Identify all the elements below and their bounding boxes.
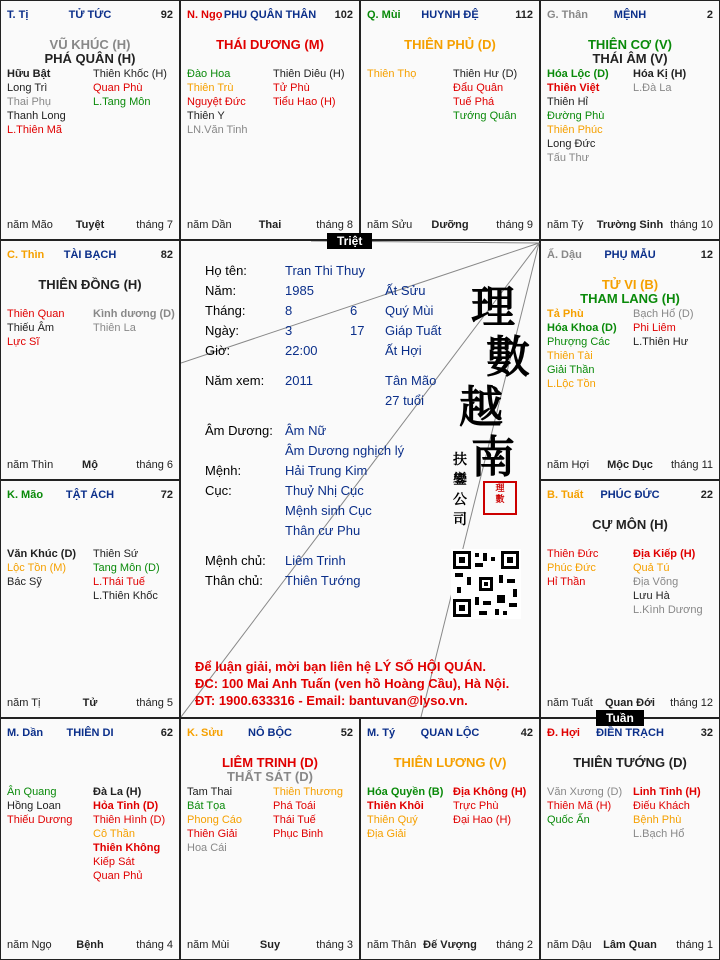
minor-stars-right [93,307,175,335]
palace-year: năm Ngọ [7,939,52,951]
minor-star: Quốc Ấn [547,814,590,826]
minor-stars-left [7,547,76,589]
contact-line: Để luận giải, mời bạn liên hệ LÝ SỐ HỘI QUÁN. [195,659,486,674]
palace-stage: Mộ [82,459,98,471]
minor-stars-left [547,67,609,165]
info-label: Thân chủ: [205,573,263,588]
minor-star: Địa Kiếp (H) [633,548,696,560]
main-star: THIÊN TƯỚNG (D) [573,755,687,770]
minor-star: Tang Môn (D) [93,562,160,574]
palace-cell-ti[interactable] [0,0,180,240]
info-label: Ngày: [205,323,239,338]
minor-star: Thiên Trù [187,82,234,94]
info-lunar: 6 [350,303,358,318]
minor-star: Giải Thần [547,364,595,376]
minor-stars-right [633,547,703,617]
contact-line: ĐT: 1900.633316 - Email: bantuvan@lyso.vn. [195,693,468,708]
palace-month: tháng 1 [676,939,713,951]
palace-cell-mao[interactable] [0,480,180,718]
palace-footer [7,939,173,953]
minor-star: L.Lộc Tồn [547,378,596,390]
minor-star: Thiên Hư (D) [453,68,518,80]
palace-footer [7,459,173,473]
info-value: Hải Trung Kim [285,463,368,478]
minor-star: Tướng Quân [453,110,517,122]
minor-stars-left [7,307,64,349]
palace-header [547,727,713,741]
minor-star: Phá Toái [273,800,316,812]
minor-star: Quan Phù [93,82,143,94]
minor-star: Hóa Kị (H) [633,68,687,80]
palace-year: năm Thìn [7,459,54,471]
palace-name: TỬ TỨC [68,9,112,21]
palace-name: PHÚC ĐỨC [600,489,660,501]
minor-stars-left [187,67,248,137]
palace-name: NÔ BỘC [248,727,292,739]
palace-number: 82 [160,249,173,261]
info-value: Tran Thi Thuy [285,263,365,278]
palace-month: tháng 10 [670,219,713,231]
calligraphy-small-char: 公 [453,492,467,508]
minor-star: Thiên Quý [367,814,418,826]
palace-name: MỆNH [613,9,647,21]
palace-name: HUYNH ĐỆ [421,9,479,21]
minor-star: Phong Cáo [187,814,243,826]
main-star: THIÊN CƠ (V) [587,37,673,52]
main-star: CỰ MÔN (H) [592,517,668,532]
palace-cell-tuat[interactable] [540,480,720,718]
minor-star: Lực Sĩ [7,336,40,348]
minor-star: Hóa Lộc (D) [547,68,609,80]
palace-cell-ngo[interactable] [180,0,360,240]
main-star: VŨ KHÚC (H) [49,37,131,52]
palace-year: năm Dần [187,219,232,231]
palace-year: năm Mão [7,219,53,231]
palace-branch: K. Sửu [187,727,224,739]
palace-cell-thin[interactable] [0,240,180,480]
palace-header [7,489,173,503]
palace-name: PHU QUÂN THÂN [223,9,317,21]
minor-star: Lưu Hà [633,590,670,602]
minor-star: Tiểu Hao (H) [273,96,336,108]
palace-header [547,9,713,23]
palace-cell-dau[interactable] [540,240,720,480]
palace-header [187,727,353,741]
minor-star: Tấu Thư [547,152,590,164]
minor-star: Tam Thai [187,786,233,798]
main-star: THÁI ÂM (V) [592,51,668,66]
info-value: 8 [285,303,293,318]
palace-year: năm Mùi [187,939,230,951]
minor-star: Bệnh Phù [633,814,682,826]
palace-stage: Tử [82,697,98,709]
minor-star: Cô Thần [93,828,135,840]
minor-star: Hữu Bật [7,68,51,80]
palace-branch: Đ. Hợi [547,727,580,739]
palace-name: TẬT ÁCH [65,489,115,501]
palace-number: 52 [340,727,353,739]
palace-month: tháng 2 [496,939,533,951]
minor-star: Lộc Tồn (M) [7,562,67,574]
palace-footer [547,939,713,953]
minor-star: Địa Không (H) [453,786,527,798]
minor-stars-left [367,785,443,841]
palace-name: PHỤ MẪU [604,249,656,261]
palace-header [547,249,713,263]
minor-star: Thiên Hỉ [547,96,588,108]
minor-star: Tuế Phá [453,96,495,108]
palace-header [7,727,173,741]
minor-star: Đại Hao (H) [453,814,512,826]
minor-star: Thiên Sứ [93,548,139,560]
palace-number: 32 [700,727,713,739]
palace-stage: Lâm Quan [603,939,657,951]
minor-stars-right [453,785,526,827]
triet-tag: Triệt [327,233,372,249]
palace-stage: Đế Vượng [423,939,477,951]
palace-footer [7,219,173,233]
palace-stage: Bệnh [76,939,104,951]
calligraphy-char: 越 [459,382,503,433]
minor-star: Thái Tuế [273,814,316,826]
calligraphy-small-char: 扶 [453,452,467,468]
palace-name: TÀI BẠCH [63,249,117,261]
minor-star: Thiên Tài [547,350,593,362]
palace-year: năm Tý [547,219,584,231]
palace-name: ĐIỀN TRẠCH [596,727,664,739]
minor-star: Kiếp Sát [93,856,135,868]
main-star: THIÊN PHỦ (D) [404,37,496,52]
minor-stars-right [93,67,167,109]
minor-stars-right [93,785,165,883]
minor-star: Thai Phụ [7,96,52,108]
palace-cell-hoi[interactable] [540,718,720,960]
palace-cell-dan[interactable] [0,718,180,960]
info-canchi: Quý Mùi [385,303,434,318]
minor-star: Địa Giải [367,828,407,840]
info-label: Mệnh: [205,463,242,478]
info-value: Âm Dương nghịch lý [285,443,405,458]
minor-star: Đường Phù [547,110,605,122]
minor-star: Thiên Y [187,110,225,122]
palace-branch: M. Tý [367,727,396,739]
info-value: Mệnh sinh Cục [285,503,372,518]
minor-star: L.Thiên Khốc [93,590,158,602]
palace-number: 72 [160,489,173,501]
info-value: Thuỷ Nhị Cục [285,483,364,498]
palace-branch: N. Ngọ [187,9,223,21]
palace-branch: B. Tuất [547,489,584,501]
minor-star: Phi Liêm [633,322,676,334]
palace-header [367,727,533,741]
minor-star: Đào Hoa [187,68,231,80]
minor-star: Phúc Đức [547,562,596,574]
palace-month: tháng 5 [136,697,173,709]
palace-year: năm Tị [7,697,41,709]
palace-cell-than[interactable] [540,0,720,240]
info-lunar: 17 [350,323,365,338]
minor-stars-right [273,785,343,841]
palace-name: QUAN LỘC [420,727,480,739]
info-value: 3 [285,323,293,338]
palace-number: 102 [334,9,353,21]
minor-stars-left [7,67,66,137]
minor-star: Phượng Các [547,336,610,348]
minor-star: Thiên Mã (H) [547,800,612,812]
minor-stars-left [187,785,242,855]
minor-star: Điếu Khách [633,800,690,812]
minor-star: Hỏa Tinh (D) [93,800,159,812]
palace-month: tháng 7 [136,219,173,231]
palace-year: năm Thân [367,939,417,951]
palace-number: 12 [700,249,713,261]
tuan-tag: Tuần [596,710,644,726]
minor-star: Thiên Khốc (H) [93,68,167,80]
minor-star: Thiên Quan [7,308,65,320]
minor-star: Thiên La [93,322,136,334]
minor-stars-right [633,785,701,841]
minor-star: L.Đà La [633,82,672,94]
palace-number: 92 [160,9,173,21]
minor-star: Bát Tọa [187,800,226,812]
palace-footer [547,219,713,233]
palace-month: tháng 9 [496,219,533,231]
palace-stage: Thai [258,219,282,231]
palace-stage: Dưỡng [431,219,469,231]
info-label: Mệnh chủ: [205,553,266,568]
red-seal-stamp: 理 數 [483,481,517,515]
main-star: THIÊN ĐỒNG (H) [38,277,142,292]
info-canchi: Ất Sửu [385,283,426,298]
minor-stars-right [633,307,694,349]
qr-code-icon[interactable] [451,549,521,619]
palace-header [547,489,713,503]
minor-star: Tả Phù [547,308,584,320]
palace-branch: Ấ. Dậu [547,249,582,261]
minor-star: L.Bạch Hổ [633,828,685,840]
calligraphy-char: 理 [471,282,515,333]
info-label: Giờ: [205,343,231,358]
contact-line: ĐC: 100 Mai Anh Tuấn (ven hồ Hoàng Cầu), Hà Nội. [195,676,510,691]
minor-stars-right [633,67,686,95]
info-value: Thiên Tướng [285,573,361,588]
palace-footer [367,219,533,233]
minor-stars-right [273,67,345,109]
info-label: Năm xem: [205,373,265,388]
palace-number: 112 [515,9,533,21]
palace-month: tháng 11 [670,459,713,471]
info-label: Họ tên: [205,263,247,278]
minor-star: Thiên Giải [187,828,238,840]
palace-footer [367,939,533,953]
palace-stage: Tuyệt [75,219,105,231]
main-star: PHÁ QUÂN (H) [44,51,136,66]
minor-star: L.Tang Môn [93,96,151,108]
palace-number: 62 [160,727,173,739]
palace-month: tháng 3 [316,939,353,951]
info-value: 2011 [285,373,313,388]
minor-star: Thiếu Âm [7,322,55,334]
minor-star: Thiên Diêu (H) [273,68,345,80]
palace-footer [547,697,713,711]
palace-footer [187,219,353,233]
palace-month: tháng 8 [316,219,353,231]
calligraphy-small-char: 司 [453,512,467,528]
info-canchi: 27 tuổi [385,393,425,408]
minor-star: Long Đức [547,138,596,150]
minor-star: Hóa Quyền (B) [367,786,444,798]
minor-star: Thanh Long [7,110,66,122]
info-value: Thân cư Phu [285,523,361,538]
palace-number: 22 [700,489,713,501]
palace-year: năm Dậu [547,939,592,951]
palace-month: tháng 6 [136,459,173,471]
palace-header [367,9,533,23]
palace-branch: M. Dần [7,727,44,739]
minor-star: Thiên Đức [547,548,599,560]
palace-branch: G. Thân [547,9,588,21]
minor-stars-right [93,547,160,603]
minor-star: Đà La (H) [93,786,142,798]
minor-star: LN.Văn Tinh [187,124,248,136]
palace-cell-ty[interactable] [360,718,540,960]
palace-branch: Q. Mùi [367,9,401,21]
minor-star: Quả Tú [633,562,670,574]
info-row [205,523,535,541]
minor-star: Nguyệt Đức [187,96,246,108]
info-canchi: Giáp Tuất [385,323,442,338]
palace-branch: K. Mão [7,489,44,501]
info-label: Âm Dương: [205,423,273,438]
info-value: 22:00 [285,343,318,358]
palace-footer [187,939,353,953]
palace-number: 42 [520,727,533,739]
minor-star: L.Thiên Hư [633,336,689,348]
palace-month: tháng 12 [670,697,713,709]
info-canchi: Tân Mão [385,373,437,388]
minor-star: Thiên Thọ [367,68,417,80]
info-label: Cục: [205,483,232,498]
palace-year: năm Hợi [547,459,590,471]
minor-star: Thiên Không [93,842,161,854]
minor-star: Bác Sỹ [7,576,42,588]
calligraphy-small-char: 鑾 [453,472,467,488]
palace-header [7,249,173,263]
main-star: THAM LANG (H) [580,291,680,306]
minor-star: Tử Phù [273,82,310,94]
minor-star: L.Kình Dương [633,604,703,616]
palace-footer [547,459,713,473]
minor-stars-left [547,307,617,391]
info-value: 1985 [285,283,314,298]
minor-star: Quan Phủ [93,870,143,882]
minor-star: Linh Tinh (H) [633,786,701,798]
minor-stars-left [547,547,598,589]
minor-star: Bạch Hổ (D) [633,308,694,320]
palace-month: tháng 4 [136,939,173,951]
palace-year: năm Sửu [367,219,413,231]
minor-star: Thiên Việt [547,82,600,94]
palace-footer [7,697,173,711]
palace-branch: T. Tị [7,9,29,21]
palace-stage: Suy [259,939,281,951]
main-star: THIÊN LƯƠNG (V) [393,755,507,770]
info-value: Liêm Trinh [285,553,346,568]
minor-stars-left [547,785,622,827]
palace-cell-suu[interactable] [180,718,360,960]
minor-star: Kình dương (D) [93,308,175,320]
minor-star: Thiên Phúc [547,124,603,136]
main-star: THẤT SÁT (D) [227,769,313,784]
main-star: LIÊM TRINH (D) [221,755,319,770]
minor-stars-left [7,785,72,827]
minor-star: Thiếu Dương [7,814,73,826]
calligraphy-char: 數 [486,332,530,383]
calligraphy-char: 南 [471,432,515,483]
minor-star: Văn Khúc (D) [7,548,77,560]
palace-header [7,9,173,23]
minor-star: Hoa Cái [187,842,227,854]
info-label: Tháng: [205,303,246,318]
minor-star: Ân Quang [7,786,57,798]
minor-star: Văn Xương (D) [547,786,623,798]
minor-star: Thiên Khôi [367,800,424,812]
minor-star: Hỉ Thần [547,576,586,588]
palace-stage: Mộc Dục [607,459,653,471]
minor-star: Thiên Thương [273,786,344,798]
palace-name: THIÊN DI [66,727,114,739]
palace-cell-mui[interactable] [360,0,540,240]
minor-star: Long Trì [7,82,48,94]
minor-star: Trực Phù [453,800,499,812]
info-canchi: Ất Hợi [385,343,422,358]
palace-stage: Quan Đới [605,697,655,709]
minor-star: Đẩu Quân [453,82,504,94]
main-star: THÁI DƯƠNG (M) [216,37,324,52]
palace-year: năm Tuất [547,697,593,709]
minor-star: Địa Võng [633,576,679,588]
main-star: TỬ VI (B) [601,277,659,292]
palace-header [187,9,353,23]
info-label: Năm: [205,283,237,298]
minor-star: Phục Binh [273,828,324,840]
center-info-panel [180,240,540,718]
minor-stars-right [453,67,517,123]
palace-stage: Trường Sinh [596,219,664,231]
minor-star: Hồng Loan [7,800,61,812]
minor-star: Thiên Hình (D) [93,814,166,826]
palace-number: 2 [706,9,713,21]
minor-star: Hóa Khoa (D) [547,322,617,334]
minor-star: L.Thái Tuế [93,576,145,588]
info-value: Âm Nữ [285,423,327,438]
palace-branch: C. Thìn [7,249,45,261]
minor-star: L.Thiên Mã [7,124,63,136]
minor-stars-left [367,67,416,81]
